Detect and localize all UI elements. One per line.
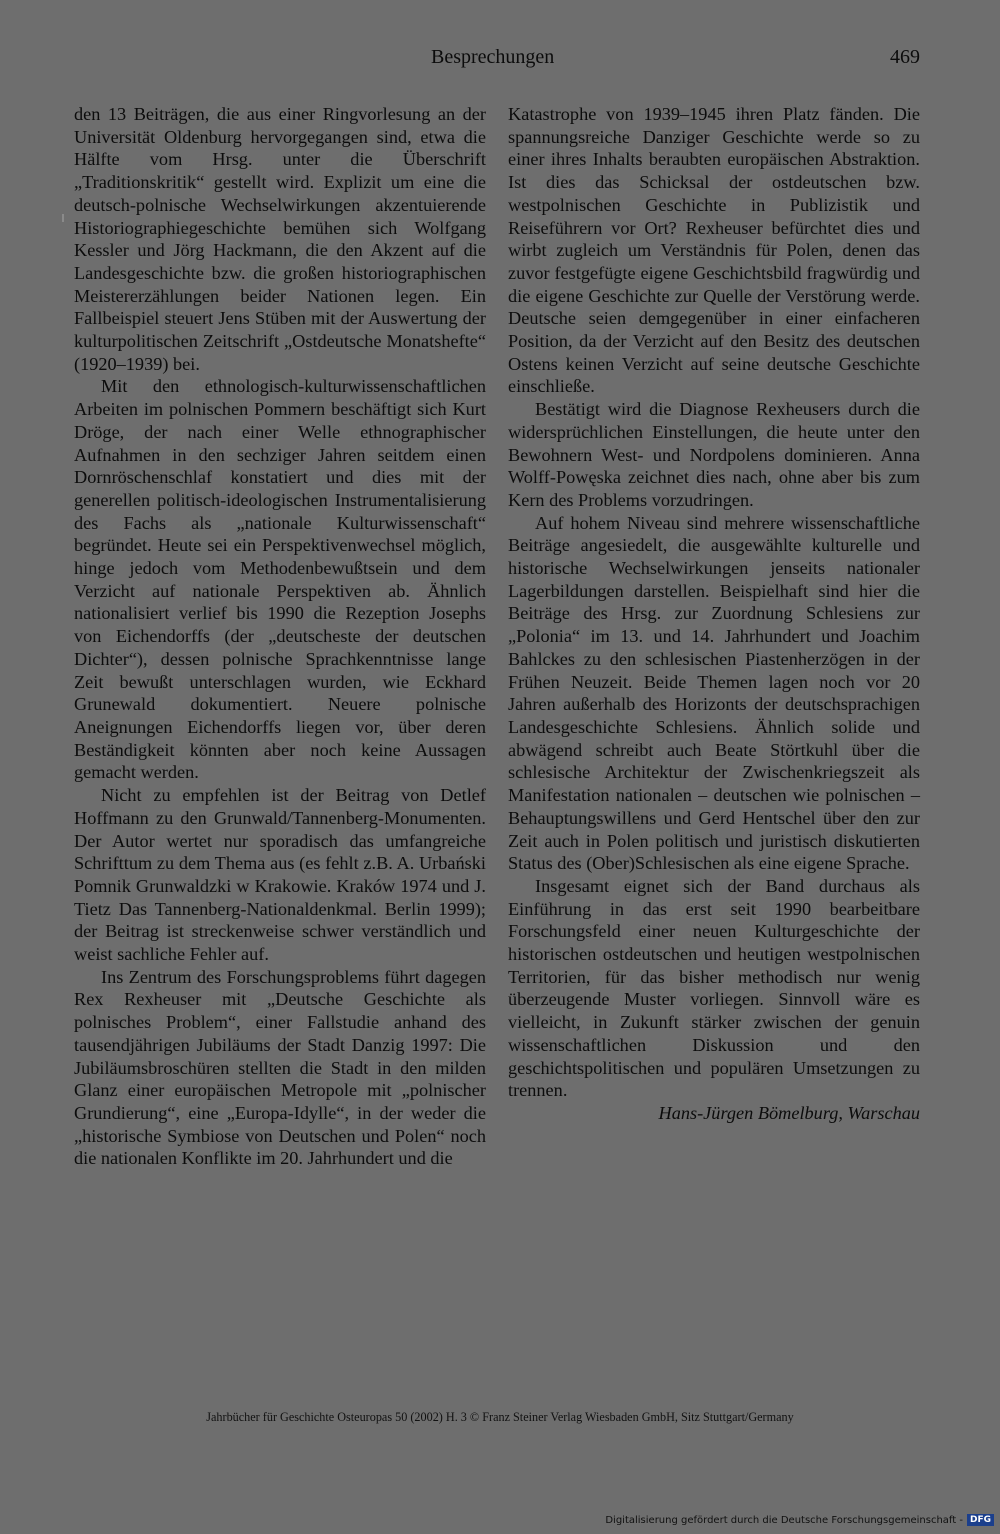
running-head: Besprechungen [431,46,555,68]
scan-artifact [62,214,64,222]
paragraph: Nicht zu empfehlen ist der Beitrag von Detlef Hoffmann zu den Grunwald/Tannenberg-Monumenten. Der Autor wertet nur sporadisch das umfangreiche Schrifttum zu dem Thema aus (es fehlt z.B. A. Urbański Pomnik Grunwaldzki w Krakowie. Kraków 1974 und J. Tietz Das Tannenberg-Nationaldenkmal. Berlin 1999); der Beitrag ist streckenweise schwer verständlich und weist sachliche Fehler auf. [74,785,486,965]
paragraph: den 13 Beiträgen, die aus einer Ringvorlesung an der Universität Oldenburg hervorgegangen sind, etwa die Hälfte vom Hrsg. unter die Überschrift „Traditionskritik“ gestellt wird. Explizit um eine die deutsch-polnische Wechselwirkungen akzentuierende Historiographiegeschichte bemühen sich Wolfgang Kessler und Jörg Hackmann, die den Akzent auf die Landesgeschichte bzw. die großen historiographischen Meistererzählungen beider Nationen legen. Ein Fallbeispiel steuert Jens Stüben mit der Auswertung der kulturpolitischen Zeitschrift „Ostdeutsche Monatshefte“ (1920–1939) bei. [74,104,486,374]
paragraph: Insgesamt eignet sich der Band durchaus als Einführung in das erst seit 1990 bearbeitbare Forschungsfeld einer neuen Kulturgeschichte der historischen ostdeutschen und heutigen westpolnischen Territorien, für das bisher methodisch nur wenig überzeugende Muster vorliegen. Sinnvoll wäre es vielleicht, in Zukunft stärker zwischen der genuin wissenschaftlichen Diskussion und den geschichtspolitischen und populären Umsetzungen zu trennen. [508,875,920,1101]
left-column [74,103,486,1170]
reviewer-signature: Hans-Jürgen Bömelburg, Warschau [658,1102,920,1123]
page-number: 469 [890,46,920,68]
paragraph: Auf hohem Niveau sind mehrere wissenschaftliche Beiträge angesiedelt, die ausgewählte kulturelle und historische Wechselwirkungen jenseits nationaler Lagerbildungen darstellen. Beispielhaft sind hier die Beiträge des Hrsg. zur Zuordnung Schlesiens zur „Polonia“ im 13. und 14. Jahrhundert und Joachim Bahlckes zu den schlesischen Piastenherzögen in der Frühen Neuzeit. Beide Themen lagen noch vor 20 Jahren außerhalb des Horizonts der deutschsprachigen Landesgeschichte Schlesiens. Ähnlich solide und abwägend schreibt auch Beate Störtkuhl über die schlesische Architektur der Zwischenkriegszeit als Manifestation nationalen – deutschen wie polnischen – Behauptungswillens und Gerd Hentschel über den zur Zeit auch in Polen politisch und juristisch diskutierten Status des (Ober)Schlesischen als eine eigene Sprache. [508,512,920,874]
journal-citation: Jahrbücher für Geschichte Osteuropas 50 (2002) H. 3 © Franz Steiner Verlag Wiesbaden GmbH, Sitz Stuttgart/Germany [206,1410,794,1424]
dfg-logo-icon: DFG [967,1514,994,1526]
digitization-credit-text: Digitalisierung gefördert durch die Deutsche Forschungsgemeinschaft - [605,1514,963,1526]
page-header [0,46,1000,74]
paragraph: Katastrophe von 1939–1945 ihren Platz fänden. Die spannungsreiche Danziger Geschichte werde so zu einer ihres Inhalts beraubten europäischen Abstraktion. Ist dies das Schicksal der ostdeutschen bzw. westpolnischen Geschichte in Publizistik und Reiseführern vor Ort? Rexheuser befürchtet dies und wirbt zugleich um Verständnis für Polen, denen das zuvor festgefügte eigene Geschichtsbild fragwürdig und die eigene Geschichte zur Quelle der Verstörung werde. Deutsche seien demgegenüber in einer einfacheren Position, da der Verzicht auf den Besitz des deutschen Ostens keinen Verzicht auf seine deutsche Geschichte einschließe. [508,104,920,397]
digitization-credit [605,1514,994,1526]
paragraph: Mit den ethnologisch-kulturwissenschaftlichen Arbeiten im polnischen Pommern beschäftigt sich Kurt Dröge, der nach einer Welle ethnographischer Aufnahmen in den sechziger Jahren seitdem einen Dornröschenschlaf konstatiert und dies mit der generellen politisch-ideologischen Instrumentalisierung des Fachs als „nationale Kulturwissenschaft“ begründet. Heute sei ein Perspektivenwechsel möglich, hinge jedoch vom Methodenbewußtsein und dem Verzicht auf nationale Perspektiven ab. Ähnlich nationalisiert verlief bis 1990 die Rezeption Josephs von Eichendorffs (der „deutscheste der deutschen Dichter“), dessen polnische Sprachkenntnisse lange Zeit bewußt unterschlagen wurden, wie Eckhard Grunewald dokumentiert. Neuere polnische Aneignungen Eichendorffs liegen vor, über deren Beständigkeit könnten aber noch keine Aussagen gemacht werden. [74,376,486,783]
paragraph: Bestätigt wird die Diagnose Rexheusers durch die widersprüchlichen Einstellungen, die heute unter den Bewohnern West- und Nordpolens dominieren. Anna Wolff-Powęska zeichnet dies nach, ohne aber bis zum Kern des Problems vorzudringen. [508,399,920,510]
paragraph: Ins Zentrum des Forschungsproblems führt dagegen Rex Rexheuser mit „Deutsche Geschichte als polnisches Problem“, einer Fallstudie anhand des tausendjährigen Jubiläums der Stadt Danzig 1997: Die Jubiläumsbroschüren stellten die Stadt in den milden Glanz einer europäischen Metropole mit „polnischer Grundierung“, eine „Europa-Idylle“, in der weder die „historische Symbiose von Deutschen und Polen“ noch die nationalen Konflikte im 20. Jahrhundert und die [74,966,486,1169]
right-column [508,103,920,1125]
